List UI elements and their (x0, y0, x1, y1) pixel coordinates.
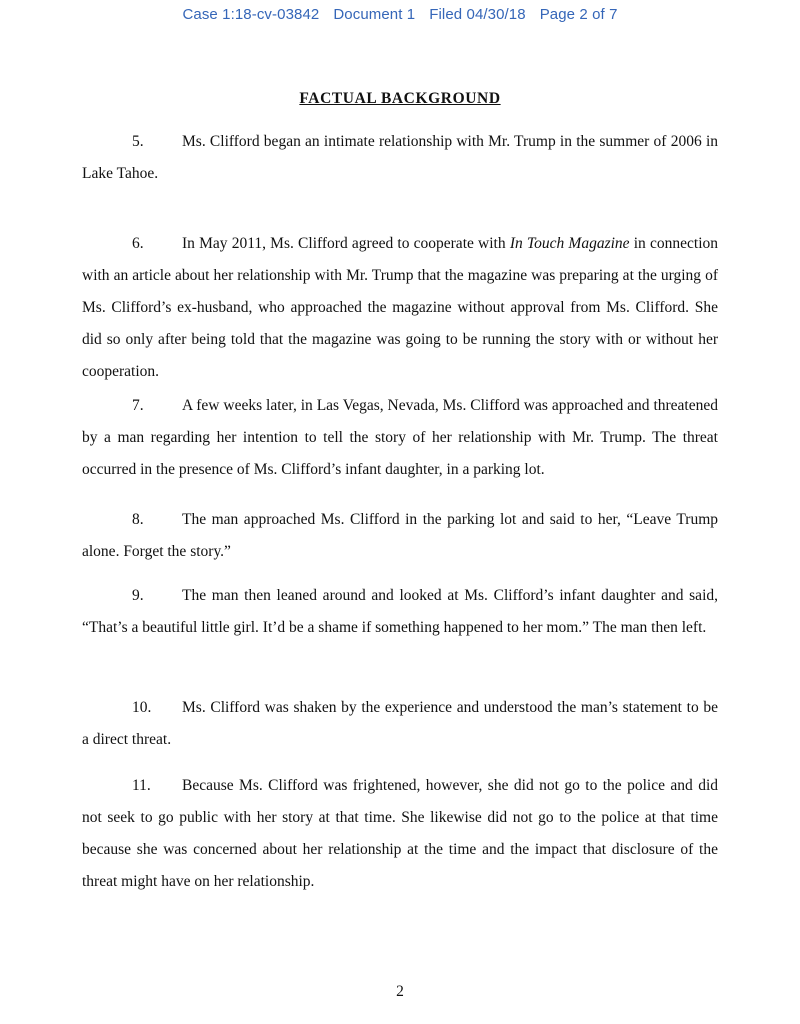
case-header (0, 6, 800, 23)
paragraph-number: 6. (132, 235, 144, 252)
paragraph-9 (82, 580, 718, 644)
paragraph-number: 7. (132, 397, 144, 414)
paragraph-6 (82, 228, 718, 388)
paragraph-text: Ms. Clifford was shaken by the experience and understood the man’s statement to be a direct threat. (82, 699, 718, 748)
paragraph-7 (82, 390, 718, 486)
paragraph-number: 5. (132, 133, 144, 150)
paragraph-text: in connection with an article about her relationship with Mr. Trump that the magazine was preparing at the urging of Ms. Clifford’s ex-husband, who approached the magazine without approval from Ms. Clifford. She did so only after being told that the magazine was going to be running the story with or without her cooperation. (82, 235, 718, 380)
paragraph-text: The man then leaned around and looked at Ms. Clifford’s infant daughter and said, “That’s a beautiful little girl. It’d be a shame if something happened to her mom.” The man then left. (82, 587, 718, 636)
paragraph-text: In May 2011, Ms. Clifford agreed to cooperate with (182, 235, 510, 252)
document-number: Document 1 (333, 6, 416, 23)
paragraph-8 (82, 504, 718, 568)
filed-date: Filed 04/30/18 (429, 6, 526, 23)
case-number: Case 1:18-cv-03842 (182, 6, 320, 23)
page-indicator: Page 2 of 7 (539, 6, 618, 23)
paragraph-number: 9. (132, 587, 144, 604)
paragraph-5 (82, 126, 718, 190)
magazine-title: In Touch Magazine (509, 235, 630, 252)
page-number: 2 (396, 983, 404, 1000)
paragraph-text: The man approached Ms. Clifford in the parking lot and said to her, “Leave Trump alone. Forget the story.” (82, 511, 718, 560)
paragraph-10 (82, 692, 718, 756)
paragraph-text: A few weeks later, in Las Vegas, Nevada, Ms. Clifford was approached and threatened by a man regarding her intention to tell the story of her relationship with Mr. Trump. The threat occurred in the presence of Ms. Clifford’s infant daughter, in a parking lot. (82, 397, 718, 478)
paragraph-number: 11. (132, 777, 151, 794)
paragraph-number: 8. (132, 511, 144, 528)
paragraph-text: Because Ms. Clifford was frightened, however, she did not go to the police and did not seek to go public with her story at that time. She likewise did not go to the police at that time because she was concerned about her relationship at the time and the impact that disclosure of the threat might have on her relationship. (82, 777, 718, 890)
paragraph-number: 10. (132, 699, 152, 716)
paragraph-11 (82, 770, 718, 898)
section-title: FACTUAL BACKGROUND (299, 90, 501, 107)
paragraph-text: Ms. Clifford began an intimate relationship with Mr. Trump in the summer of 2006 in Lake Tahoe. (82, 133, 718, 182)
